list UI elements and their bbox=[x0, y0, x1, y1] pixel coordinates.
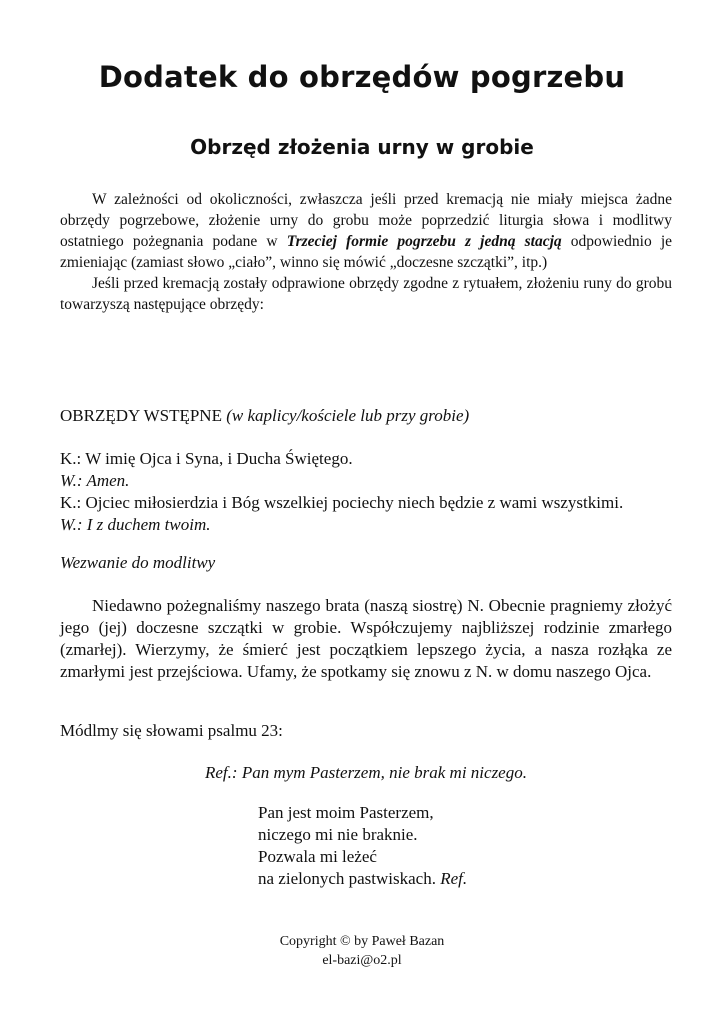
section-heading bbox=[60, 405, 680, 427]
section-heading-text: OBRZĘDY WSTĘPNE bbox=[60, 406, 222, 425]
psalm-line-1: Pan jest moim Pasterzem, bbox=[258, 803, 434, 822]
psalm-line-4-text: na zielonych pastwiskach. bbox=[258, 869, 436, 888]
intro-section bbox=[60, 189, 672, 315]
psalm-line-3: Pozwala mi leżeć bbox=[258, 847, 377, 866]
intro-paragraph-2: Jeśli przed kremacją zostały odprawione obrzędy zgodne z rytuałem, złożeniu runy do grobu towarzyszą następujące obrzędy: bbox=[60, 275, 672, 313]
psalm-verses bbox=[258, 802, 467, 890]
psalm-line-4-ref: Ref. bbox=[440, 869, 468, 888]
dialogue-line-4: W.: I z duchem twoim. bbox=[60, 515, 211, 534]
invitation-text: Niedawno pożegnaliśmy naszego brata (naszą siostrę) N. Obecnie pragniemy złożyć jego (jej) doczesne szczątki w grobie. Współczujemy najbliższej rodzinie zmarłego (zmarłej). Wierzymy, że śmierć jest początkiem lepszego życia, a nasza rozłąka ze zmarłymi jest przejściowa. Ufamy, że spotkamy się znowu z N. w domu naszego Ojca. bbox=[60, 596, 672, 681]
dialogue-line-2: W.: Amen. bbox=[60, 471, 130, 490]
intro-p1-before: W zależności od okoliczności, zwłaszcza jeśli przed kremacją nie miały miejsca żadne obrzędy pogrzebowe, złożenie urny do grobu może poprzedzić liturgia słowa i modlitwy ostatniego pożegnania podane w bbox=[60, 191, 672, 250]
footer-email: el-bazi@o2.pl bbox=[322, 953, 402, 968]
psalm-line-2: niczego mi nie braknie. bbox=[258, 825, 418, 844]
dialogue-line-3: K.: Ojciec miłosierdzia i Bóg wszelkiej pociechy niech będzie z wami wszystkimi. bbox=[60, 493, 624, 512]
psalm-line-4 bbox=[258, 868, 467, 890]
psalm-intro: Módlmy się słowami psalmu 23: bbox=[60, 721, 283, 740]
page-title: Dodatek do obrzędów pogrzebu bbox=[98, 60, 626, 94]
section-heading-note: (w kaplicy/kościele lub przy grobie) bbox=[226, 406, 470, 425]
intro-paragraph-1 bbox=[60, 189, 672, 273]
footer bbox=[0, 932, 724, 970]
invitation-heading: Wezwanie do modlitwy bbox=[60, 553, 216, 572]
intro-p1-after: odpowiednio je zmieniając (zamiast słowo „ciało”, winno się mówić „doczesne szczątki”, itp.) bbox=[60, 233, 672, 271]
psalm-refrain: Ref.: Pan mym Pasterzem, nie brak mi niczego. bbox=[205, 763, 527, 782]
page-subtitle: Obrzęd złożenia urny w grobie bbox=[190, 135, 534, 159]
dialogue-block bbox=[60, 448, 680, 536]
invitation-text-block bbox=[60, 595, 672, 683]
dialogue-line-1: K.: W imię Ojca i Syna, i Ducha Świętego. bbox=[60, 449, 353, 468]
intro-p1-emphasis: Trzeciej formie pogrzebu z jedną stacją bbox=[286, 233, 562, 250]
footer-copyright: Copyright © by Paweł Bazan bbox=[279, 934, 445, 949]
